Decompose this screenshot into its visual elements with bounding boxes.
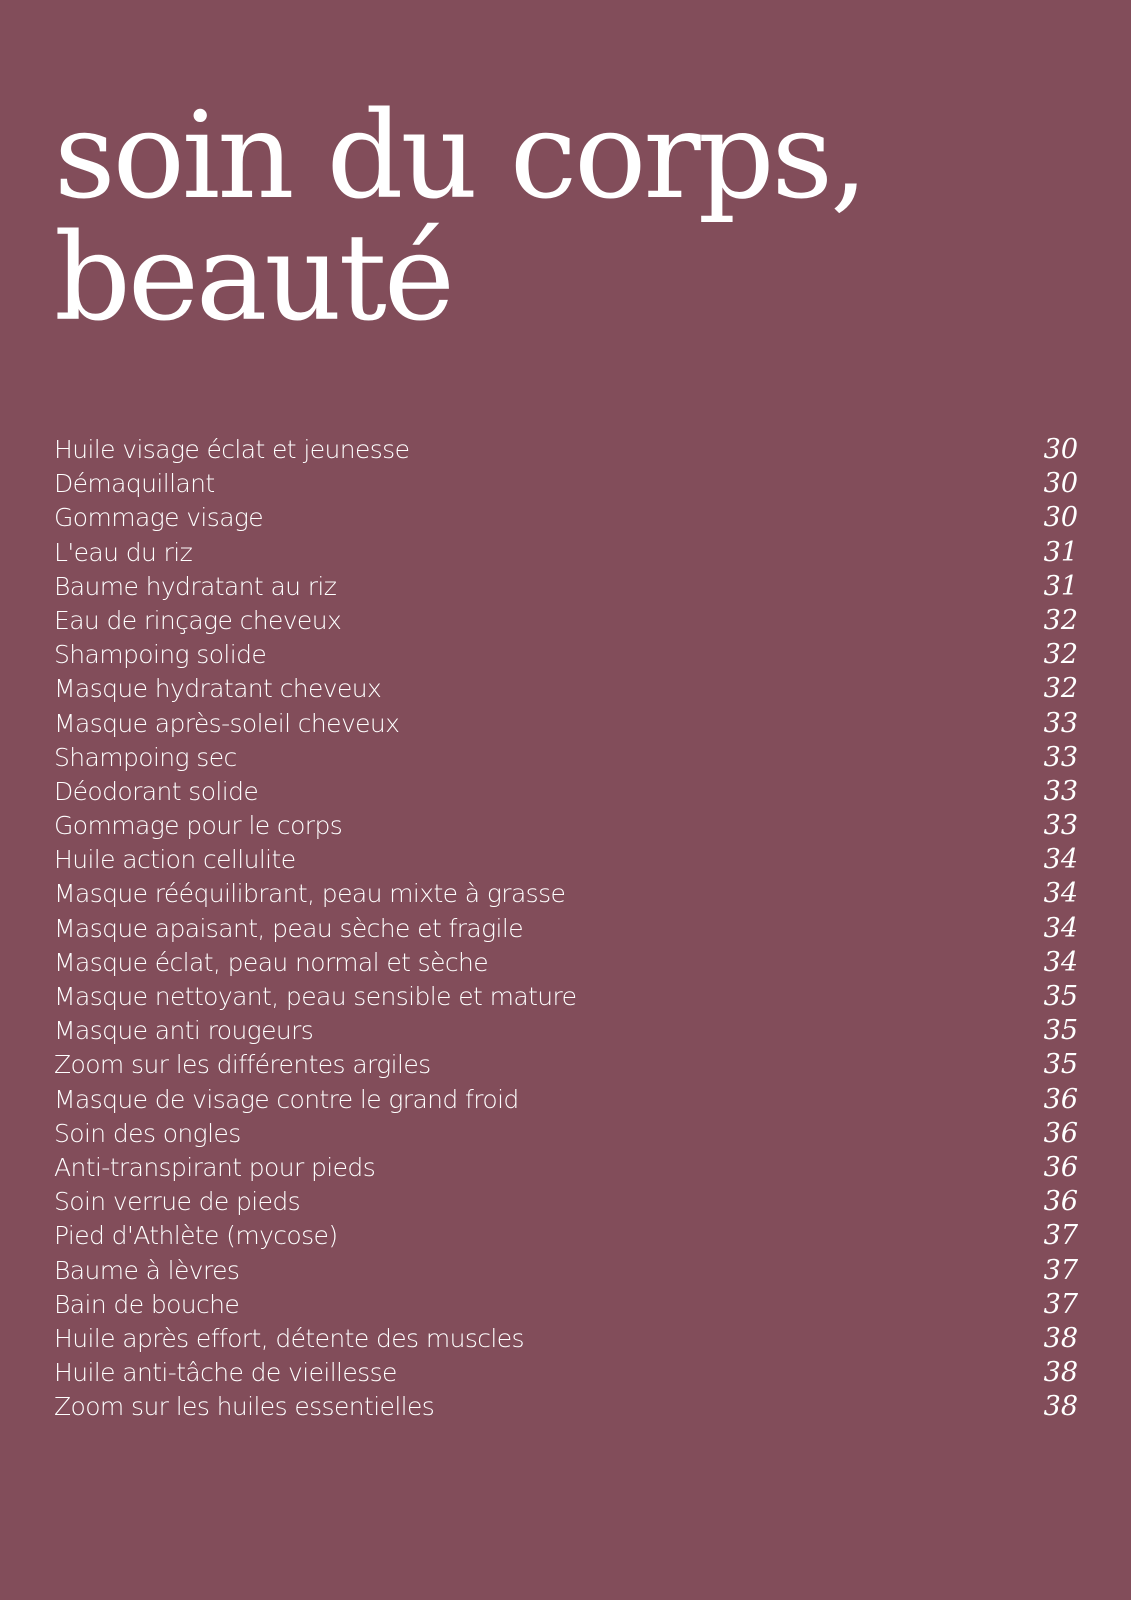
page-title — [54, 87, 866, 348]
toc-entry-label: Masque anti rougeurs — [54, 1016, 314, 1046]
toc-entry-label: Zoom sur les différentes argiles — [54, 1050, 431, 1080]
toc-entry-page-number: 37 — [1043, 1220, 1078, 1252]
toc-entry-page-number: 38 — [1043, 1391, 1078, 1423]
toc-entry-page-number: 34 — [1043, 878, 1078, 910]
toc-entry-label: Masque de visage contre le grand froid — [54, 1084, 519, 1114]
toc-entry[interactable] — [54, 775, 1078, 809]
toc-entry[interactable] — [54, 1083, 1078, 1117]
toc-entry-page-number: 33 — [1043, 810, 1078, 842]
toc-entry-page-number: 37 — [1043, 1254, 1078, 1286]
toc-entry-page-number: 36 — [1043, 1117, 1078, 1149]
toc-entry-page-number: 31 — [1043, 570, 1078, 602]
toc-entry-page-number: 37 — [1043, 1288, 1078, 1320]
toc-entry[interactable] — [54, 467, 1078, 501]
toc-entry[interactable] — [54, 501, 1078, 535]
toc-entry-label: Eau de rinçage cheveux — [54, 605, 342, 635]
toc-entry-label: Zoom sur les huiles essentielles — [54, 1392, 435, 1422]
toc-entry-page-number: 35 — [1043, 1015, 1078, 1047]
toc-entry-label: Baume hydratant au riz — [54, 571, 337, 601]
toc-entry-page-number: 38 — [1043, 1322, 1078, 1354]
page-title-line-1: soin du corps, — [54, 87, 866, 226]
toc-entry[interactable] — [54, 1219, 1078, 1253]
toc-entry[interactable] — [54, 1254, 1078, 1288]
toc-entry-label: Gommage pour le corps — [54, 811, 343, 841]
toc-entry-page-number: 31 — [1043, 536, 1078, 568]
toc-entry[interactable] — [54, 536, 1078, 570]
toc-entry[interactable] — [54, 980, 1078, 1014]
toc-entry-label: Soin des ongles — [54, 1118, 241, 1148]
toc-entry-page-number: 32 — [1043, 639, 1078, 671]
toc-entry-label: Masque rééquilibrant, peau mixte à grasse — [54, 879, 566, 909]
toc-entry[interactable] — [54, 946, 1078, 980]
toc-entry-label: Shampoing solide — [54, 640, 267, 670]
toc-entry[interactable] — [54, 741, 1078, 775]
toc-entry-page-number: 38 — [1043, 1357, 1078, 1389]
toc-entry[interactable] — [54, 843, 1078, 877]
toc-entry-page-number: 35 — [1043, 981, 1078, 1012]
toc-entry[interactable] — [54, 1117, 1078, 1151]
toc-entry[interactable] — [54, 1288, 1078, 1322]
toc-entry-page-number: 34 — [1043, 946, 1078, 978]
toc-entry-label: Masque éclat, peau normal et sèche — [54, 947, 489, 977]
toc-entry[interactable] — [54, 1048, 1078, 1082]
toc-entry[interactable] — [54, 638, 1078, 672]
toc-entry-page-number: 34 — [1043, 844, 1078, 876]
toc-entry-label: Soin verrue de pieds — [54, 1187, 301, 1217]
toc-entry-label: Gommage visage — [54, 503, 264, 533]
toc-entry[interactable] — [54, 707, 1078, 741]
toc-entry[interactable] — [54, 1014, 1078, 1048]
toc-entry-page-number: 30 — [1043, 434, 1078, 465]
toc-entry[interactable] — [54, 672, 1078, 706]
toc-entry[interactable] — [54, 877, 1078, 911]
toc-entry-page-number: 36 — [1043, 1186, 1078, 1218]
toc-entry[interactable] — [54, 809, 1078, 843]
toc-entry-label: Huile après effort, détente des muscles — [54, 1323, 524, 1353]
table-of-contents — [54, 433, 1078, 1424]
toc-entry[interactable] — [54, 1185, 1078, 1219]
toc-entry[interactable] — [54, 433, 1078, 467]
toc-entry[interactable] — [54, 1356, 1078, 1390]
toc-entry-page-number: 32 — [1043, 604, 1078, 636]
page-title-line-2: beauté — [54, 209, 452, 348]
toc-entry-label: Baume à lèvres — [54, 1255, 240, 1285]
toc-entry-label: Masque apaisant, peau sèche et fragile — [54, 913, 523, 943]
toc-entry-page-number: 30 — [1043, 502, 1078, 534]
toc-entry-label: Shampoing sec — [54, 742, 237, 772]
toc-entry-label: Déodorant solide — [54, 776, 259, 806]
toc-entry-page-number: 33 — [1043, 775, 1078, 807]
toc-entry-page-number: 30 — [1043, 468, 1078, 500]
toc-entry-label: Huile visage éclat et jeunesse — [54, 435, 410, 464]
toc-entry-label: L'eau du riz — [54, 537, 193, 567]
toc-entry[interactable] — [54, 604, 1078, 638]
toc-entry-label: Huile anti-tâche de vieillesse — [54, 1358, 397, 1388]
toc-entry-label: Bain de bouche — [54, 1289, 240, 1319]
toc-entry-label: Masque après-soleil cheveux — [54, 708, 400, 738]
toc-entry-page-number: 34 — [1043, 912, 1078, 944]
toc-entry[interactable] — [54, 1390, 1078, 1424]
toc-entry-label: Pied d'Athlète (mycose) — [54, 1221, 338, 1251]
toc-entry[interactable] — [54, 570, 1078, 604]
toc-entry-page-number: 35 — [1043, 1049, 1078, 1081]
toc-entry-label: Huile action cellulite — [54, 845, 296, 875]
toc-entry[interactable] — [54, 1322, 1078, 1356]
toc-entry-page-number: 32 — [1043, 673, 1078, 705]
toc-entry-label: Masque hydratant cheveux — [54, 674, 382, 704]
toc-entry-label: Démaquillant — [54, 469, 215, 499]
toc-entry-page-number: 33 — [1043, 741, 1078, 773]
toc-entry-label: Anti-transpirant pour pieds — [54, 1152, 376, 1182]
toc-entry[interactable] — [54, 912, 1078, 946]
toc-entry-label: Masque nettoyant, peau sensible et mature — [54, 982, 577, 1011]
toc-entry-page-number: 36 — [1043, 1151, 1078, 1183]
toc-entry-page-number: 36 — [1043, 1083, 1078, 1115]
toc-entry[interactable] — [54, 1151, 1078, 1185]
toc-entry-page-number: 33 — [1043, 707, 1078, 739]
